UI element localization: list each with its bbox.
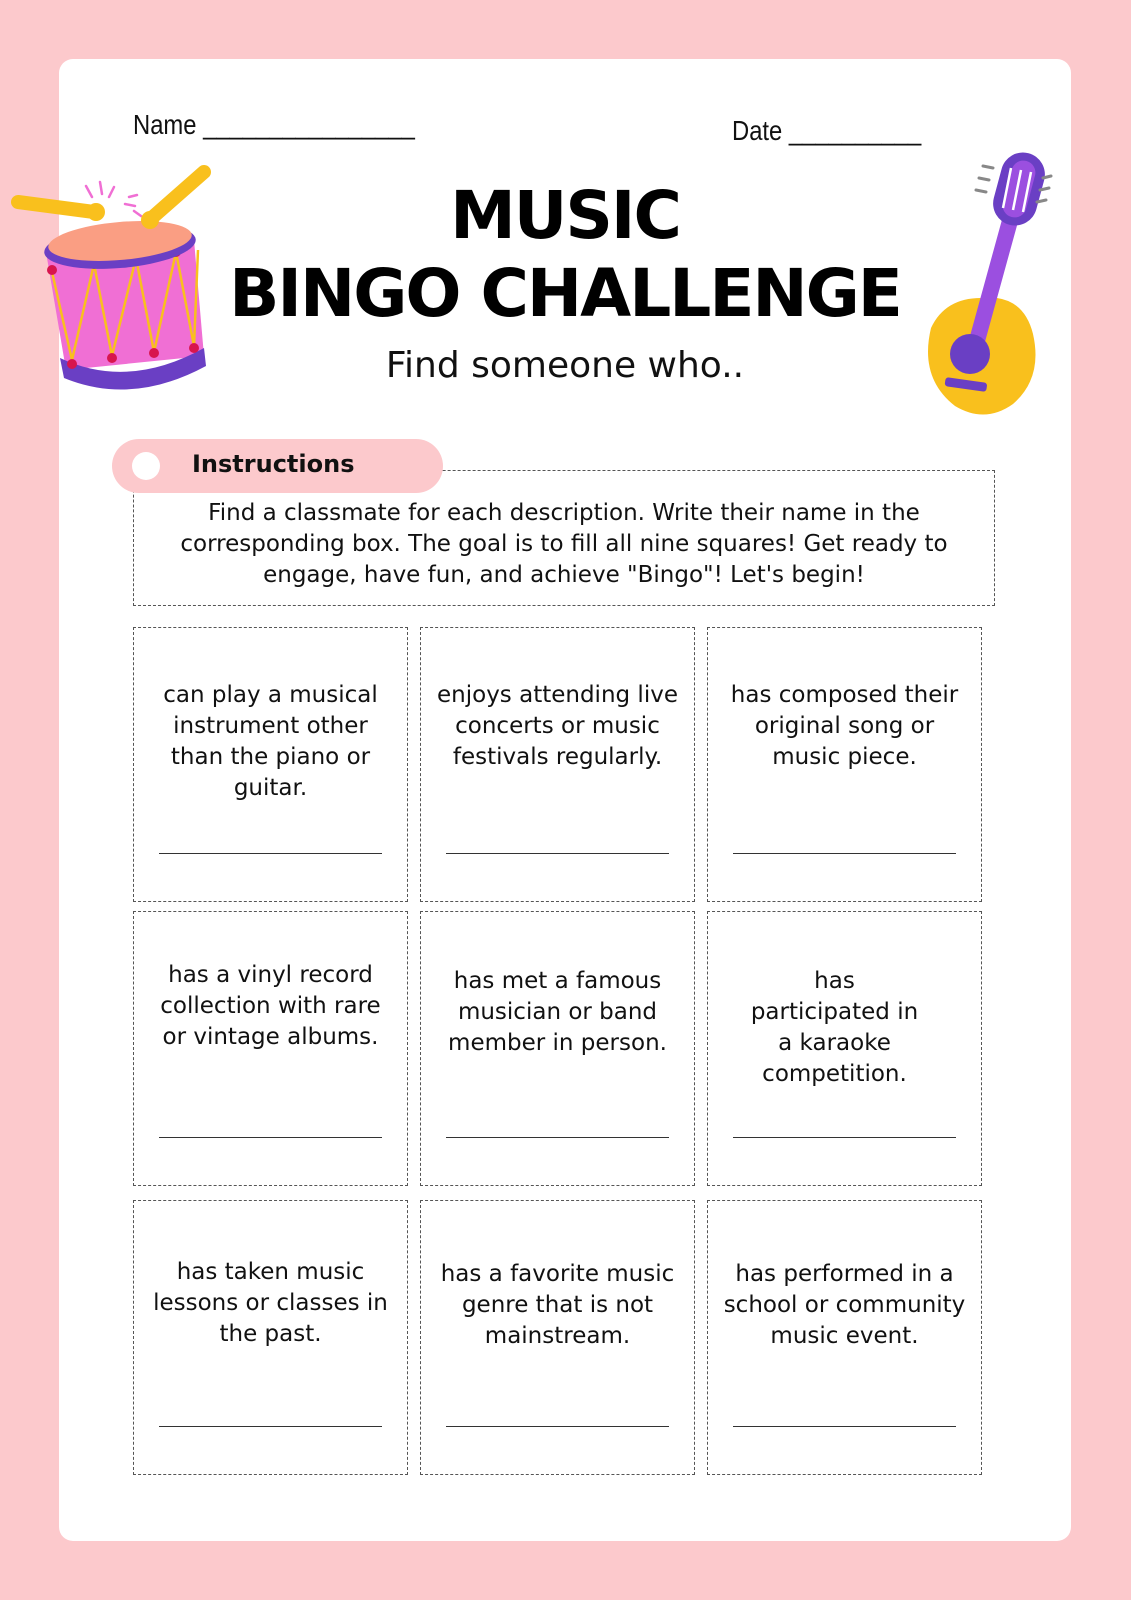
bingo-cell-text: has composed their original song or music piece. xyxy=(730,682,959,770)
bingo-cell-text: has a vinyl record collection with rare or vintage albums. xyxy=(160,962,381,1050)
date-field-label: Date __________ xyxy=(732,115,922,146)
drum-icon xyxy=(8,160,223,400)
subtitle: Find someone who.. xyxy=(385,345,745,386)
name-write-line[interactable] xyxy=(159,853,382,854)
name-write-line[interactable] xyxy=(446,1137,669,1138)
bingo-cell xyxy=(133,1200,408,1475)
bingo-cell-text: has taken music lessons or classes in the past. xyxy=(153,1259,388,1347)
bingo-cell xyxy=(133,627,408,902)
name-write-line[interactable] xyxy=(446,1426,669,1427)
bingo-cell-text: has a favorite music genre that is not mainstream. xyxy=(440,1261,675,1349)
bingo-cell-text: has met a famous musician or band member in person. xyxy=(448,968,667,1056)
bingo-cell xyxy=(420,911,695,1186)
bingo-cell xyxy=(420,1200,695,1475)
bingo-cell-text: has participated in a karaoke competition. xyxy=(750,968,919,1087)
bingo-cell xyxy=(133,911,408,1186)
name-write-line[interactable] xyxy=(733,853,956,854)
bingo-cell xyxy=(707,627,982,902)
bingo-cell xyxy=(707,1200,982,1475)
bingo-cell-text: has performed in a school or community music event. xyxy=(723,1261,966,1349)
name-write-line[interactable] xyxy=(733,1426,956,1427)
name-field-label: Name ________________ xyxy=(133,109,415,140)
name-write-line[interactable] xyxy=(159,1137,382,1138)
instructions-pill xyxy=(112,439,443,493)
bingo-cell xyxy=(420,627,695,902)
guitar-icon xyxy=(925,148,1055,428)
name-write-line[interactable] xyxy=(733,1137,956,1138)
bingo-cell-text: can play a musical instrument other than the piano or guitar. xyxy=(163,682,378,801)
title-line-1: MUSIC xyxy=(450,177,680,254)
instructions-text: Find a classmate for each description. Write their name in the corresponding box. The goal is to fill all nine squares! Get ready to engage, have fun, and achieve "Bingo"! Let's begin! xyxy=(180,500,948,588)
title-line-2: BINGO CHALLENGE xyxy=(229,255,901,332)
instructions-label: Instructions xyxy=(192,450,355,478)
bingo-cell-text: enjoys attending live concerts or music festivals regularly. xyxy=(437,682,678,770)
name-write-line[interactable] xyxy=(446,853,669,854)
bingo-cell xyxy=(707,911,982,1186)
name-write-line[interactable] xyxy=(159,1426,382,1427)
pill-dot xyxy=(132,452,160,480)
